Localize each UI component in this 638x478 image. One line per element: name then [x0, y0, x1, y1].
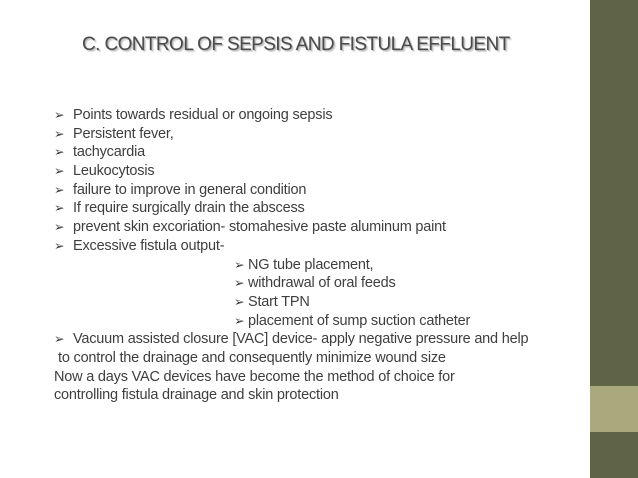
arrow-bullet-icon: ➢: [54, 107, 65, 122]
arrow-bullet-icon: ➢: [54, 181, 65, 197]
sub-bullet-item: [54, 256, 594, 275]
bullet-item: [54, 218, 594, 237]
bullet-text: tachycardia: [73, 144, 145, 161]
arrow-bullet-icon: ➢: [54, 219, 65, 235]
closing-text-line: controlling fistula drainage and skin protection: [54, 387, 339, 404]
arrow-bullet-icon: ➢: [54, 331, 65, 347]
vac-continuation-text: to control the drainage and consequently minimize wound size: [58, 349, 446, 366]
sub-bullet-item: [54, 293, 594, 312]
sub-bullet-text: NG tube placement,: [248, 256, 374, 273]
slide-content: [54, 106, 594, 405]
bullet-text: Vacuum assisted closure [VAC] device- apply negative pressure and help: [73, 331, 529, 348]
arrow-bullet-icon: ➢: [54, 125, 65, 141]
sub-bullet-item: [54, 312, 594, 331]
slide-title: C. CONTROL OF SEPSIS AND FISTULA EFFLUENT: [82, 34, 510, 55]
bullet-item: [54, 237, 594, 256]
bullet-text: If require surgically drain the abscess: [73, 200, 305, 217]
arrow-bullet-icon: ➢: [234, 293, 245, 309]
bullet-text: Leukocytosis: [73, 163, 155, 180]
bullet-item-vac: [54, 330, 594, 349]
bullet-item: [54, 143, 594, 162]
bullet-text: Persistent fever,: [73, 125, 174, 142]
arrow-bullet-icon: ➢: [234, 256, 245, 272]
arrow-bullet-icon: ➢: [54, 144, 65, 160]
sub-bullet-text: withdrawal of oral feeds: [248, 275, 396, 292]
bullet-item: [54, 106, 594, 125]
bullet-item: [54, 162, 594, 181]
arrow-bullet-icon: ➢: [54, 237, 65, 253]
sub-bullet-text: placement of sump suction catheter: [248, 312, 471, 329]
arrow-bullet-icon: ➢: [234, 275, 245, 291]
sub-bullet-text: Start TPN: [248, 293, 310, 310]
bullet-text: Points towards residual or ongoing sepsis: [73, 107, 333, 123]
closing-text-line: Now a days VAC devices have become the method of choice for: [54, 368, 455, 385]
sub-bullet-item: [54, 274, 594, 293]
arrow-bullet-icon: ➢: [234, 312, 245, 328]
bullet-text: Excessive fistula output-: [73, 237, 225, 254]
side-bar-accent: [590, 386, 638, 432]
bullet-item: [54, 199, 594, 218]
bullet-item: [54, 125, 594, 144]
arrow-bullet-icon: ➢: [54, 163, 65, 179]
bullet-text: failure to improve in general condition: [73, 181, 307, 198]
bullet-item: [54, 181, 594, 200]
bullet-text: prevent skin excoriation- stomahesive paste aluminum paint: [73, 219, 446, 236]
arrow-bullet-icon: ➢: [54, 200, 65, 216]
